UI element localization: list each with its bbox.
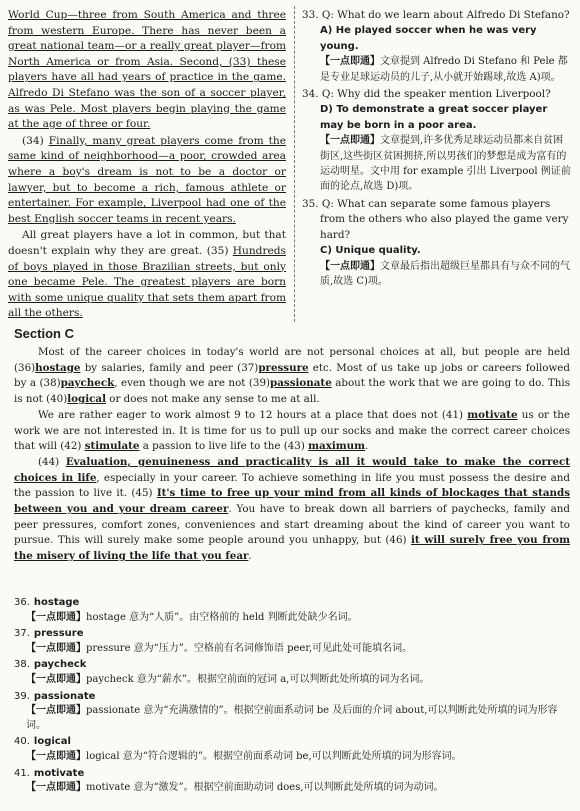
explanation [302, 133, 572, 195]
text-run: , especially in your career. To achieve something in life you must possess the desire and the passion to live it. (45) [14, 471, 570, 500]
explanation [302, 259, 572, 290]
answer-item [14, 596, 570, 625]
text-run: All great players have a lot in common, but that doesn't explain why they are great. (35) [8, 229, 286, 257]
answer-heading [14, 627, 570, 642]
answer-number: 41. [14, 767, 30, 779]
text-run: . [365, 440, 369, 453]
explanation-text: 文章提到 Alfredo Di Stefano 和 Pele 都是专业足球运动员的儿子,从小就开始踢球,故选 A)项。 [320, 56, 568, 83]
answer-blank-fill: pressure [258, 361, 309, 374]
answer-word: motivate [33, 767, 85, 779]
passage-paragraph [8, 228, 286, 322]
answer-word: pressure [33, 628, 84, 640]
underlined-text: these players have all had years of practice in the game. Alfredo Di Stefano was the son of a soccer player, as was Pele. Most players begin playing the game at the age of three or four. [8, 55, 286, 131]
answer-heading [14, 767, 570, 782]
answer-explanation [14, 642, 570, 657]
answer-number: 37. [14, 628, 30, 640]
explanation-tag: 【一点即通】 [26, 705, 86, 717]
explanation-text: hostage 意为“人质”。由空格前的 held 判断此处缺少名词。 [86, 611, 358, 623]
answer-blank-fill: it will surely free you from the misery of living the life that you fear [14, 534, 570, 563]
answer-explanation [14, 781, 570, 796]
answer-number: 38. [14, 659, 30, 671]
answer-blank-fill: It's time to free up your mind from all kinds of blockages that stands between you and your dream career [14, 487, 570, 516]
section-title: Section C [14, 326, 74, 341]
passage-continuation [8, 8, 286, 322]
answer-explanation [14, 611, 570, 626]
explanation-text: logical 意为“符合逻辑的”。根据空前面系动词 be,可以判断此处所填的词为形容词。 [86, 750, 462, 762]
question-explanations [302, 8, 572, 291]
answer-heading [14, 596, 570, 611]
answer-number: 39. [14, 690, 30, 702]
answer-explanation [14, 704, 570, 733]
section-c-paragraph [14, 408, 570, 455]
explanation-text: 文章提到,许多优秀足球运动员都来自贫困街区,这些街区贫困拥挤,所以男孩们的梦想是成为富有的运动明星。文中用 for example 引出 Liverpool 例证前面的论点,故选 D)项。 [320, 135, 571, 193]
answer-word: logical [33, 736, 71, 748]
passage-paragraph [8, 134, 286, 228]
text-run: (44) [38, 455, 66, 468]
answer-heading [14, 690, 570, 705]
text-run: . You have to break down all barriers of paychecks, family and peer pressures, comfort zones, conveniences and start dreaming about the kind of career you want to pursue. This will surely make some people around you unhappy, but (46) [14, 503, 570, 547]
answer-item [14, 690, 570, 734]
explanation-text: motivate 意为“激发”。根据空前面助动词 does,可以判断此处所填的词为动词。 [86, 782, 444, 794]
section-c-passage [14, 345, 570, 565]
answer-number: 40. [14, 736, 30, 748]
text-run: a passion to live life to the (43) [139, 440, 309, 453]
question-text: 33. Q: What do we learn about Alfredo Di Stefano? [302, 9, 570, 21]
answer-heading [14, 735, 570, 750]
text-run: Most of the career choices in today's world are not personal choices at all, but people are held (36) [14, 346, 570, 374]
question-text: 34. Q: Why did the speaker mention Liverpool? [302, 88, 551, 101]
text-run: (34) [22, 134, 49, 147]
explanation-tag: 【一点即通】 [26, 750, 86, 762]
explanation-text: pressure 意为“压力”。空格前有名词修饰语 peer,可见此处可能填名词。 [86, 642, 413, 654]
section-c-paragraph [14, 455, 570, 565]
explanation-text: paycheck 意为“薪水”。根据空前面的冠词 a,可以判断此处所填的词为名词。 [86, 673, 430, 685]
text-run: We are rather eager to work almost 9 to 12 hours at a place that does not (41) [38, 408, 468, 421]
text-run: etc. Most of us take up jobs or careers followed by a (38) [14, 361, 570, 390]
answer-blank-fill: passionate [270, 377, 332, 390]
answer-blank-fill: logical [67, 393, 106, 406]
answer-blank-fill: motivate [467, 408, 518, 421]
text-run: . [248, 550, 252, 563]
correct-answer: A) He played soccer when he was very young. [320, 25, 537, 52]
explanation-tag: 【一点即通】 [26, 611, 86, 623]
answer-blank-fill: hostage [35, 361, 81, 374]
explanation-tag: 【一点即通】 [26, 782, 86, 794]
answer-item [14, 767, 570, 796]
explanation-tag: 【一点即通】 [320, 260, 380, 272]
text-run: or does not make any sense to me at all. [105, 393, 320, 406]
answer-word: paycheck [33, 659, 87, 671]
answer-blank-fill: paycheck [60, 377, 115, 390]
text-run: about the work that we are going to do. This is not (40) [14, 377, 571, 406]
answer-number: 36. [14, 597, 30, 608]
explanation-tag: 【一点即通】 [320, 56, 380, 68]
explanation [302, 54, 572, 85]
answer-word: hostage [33, 597, 80, 608]
question-item [302, 197, 572, 289]
correct-answer: D) To demonstrate a great soccer player may be born in a poor area. [320, 104, 548, 131]
explanation-text: 文章最后指出超级巨星都具有与众不同的气质,故选 C)项。 [320, 260, 570, 287]
explanation-text: passionate 意为“充满激情的”。根据空前面系动词 be 及后面的介词 about,可以判断此处所填的词为形容词。 [26, 705, 558, 731]
section-c-paragraph [14, 345, 570, 408]
underlined-text: Finally, many great players come from the same kind of neighborhood—a poor, crowded area where a boy's dream is not to be a doctor or lawyer, but to become a rich, famous athlete or entertainer. For example, Liverpool had one of the best English soccer teams in recent years. [8, 134, 286, 225]
text-run: , even though we are not (39) [114, 377, 271, 390]
underlined-text: Hundreds of boys played in those Brazilian streets, but only one became Pele. The greatest players are born with some unique quality that sets them apart from all the others. [8, 244, 286, 320]
correct-answer: C) Unique quality. [320, 245, 421, 257]
answer-blank-fill: Evaluation, genuineness and practicality is all it would take to make the correct choices in life [14, 455, 570, 484]
text-run: us or the work we are not interested in. It is time for us to pull up our socks and make the correct career choices that will (42) [14, 408, 570, 453]
passage-paragraph [8, 8, 286, 133]
answer-item [14, 735, 570, 764]
answer-item [14, 627, 570, 656]
explanation-tag: 【一点即通】 [26, 673, 86, 685]
question-item [302, 8, 572, 85]
question-item [302, 87, 572, 195]
answer-word: passionate [33, 690, 96, 702]
answer-explanation [14, 750, 570, 765]
underlined-text: World Cup—three from South America and three from western Europe. There has never been a great national team—or a really great player—from North America or from Asia. Second, (33) [8, 9, 286, 68]
answer-explanations [14, 596, 570, 798]
question-text: 35. Q: What can separate some famous players from the others who also played the game very hard? [302, 197, 569, 241]
answer-blank-fill: stimulate [84, 440, 140, 453]
column-divider [294, 6, 295, 322]
answer-item [14, 658, 570, 687]
text-run: by salaries, family and peer (37) [80, 361, 259, 374]
answer-explanation [14, 673, 570, 688]
section-c [14, 326, 570, 565]
answer-blank-fill: maximum [308, 440, 366, 453]
explanation-tag: 【一点即通】 [320, 135, 380, 147]
explanation-tag: 【一点即通】 [26, 642, 86, 654]
answer-heading [14, 658, 570, 673]
